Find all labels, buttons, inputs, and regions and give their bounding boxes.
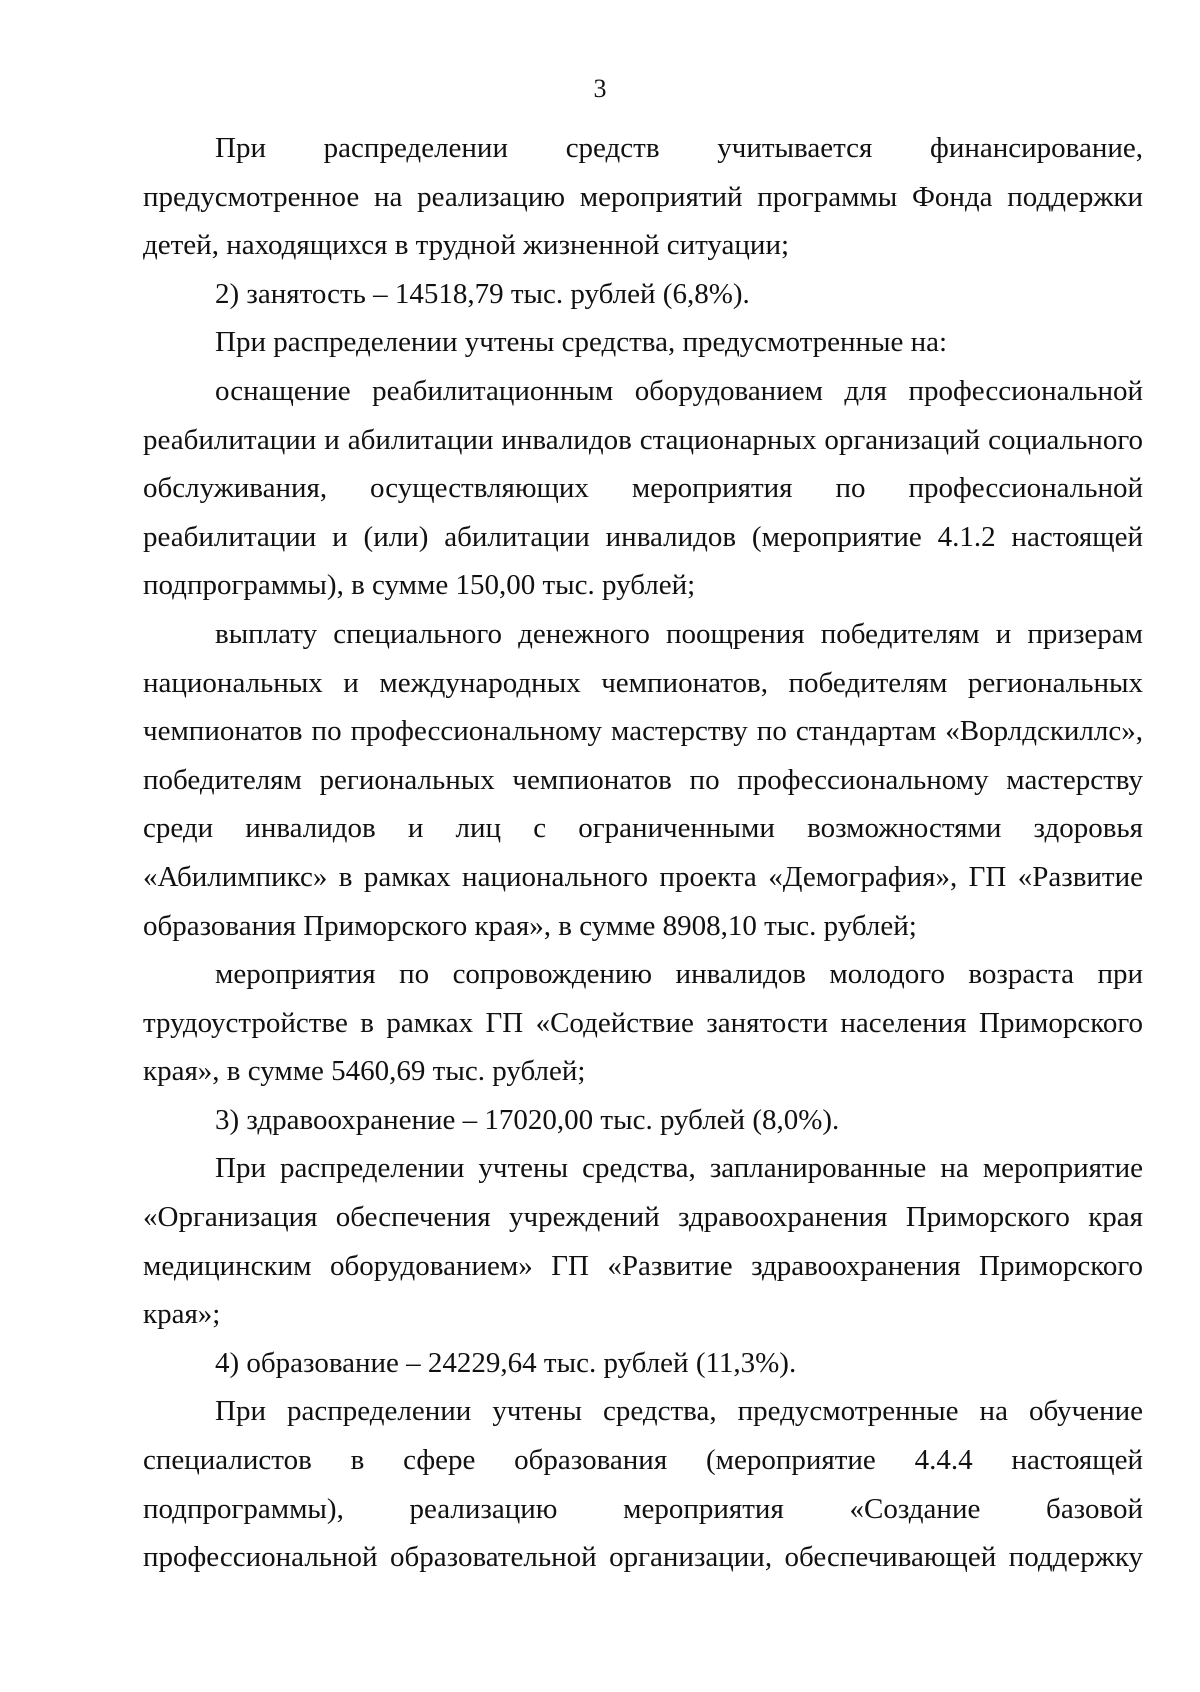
paragraph-funding-note: При распределении средств учитывается финансирование, предусмотренное на реализацию мероприятий программы Фонда поддержки детей, находящихся в трудной жизненной ситуации; <box>143 132 1143 262</box>
paragraph-rehab-equipment: оснащение реабилитационным оборудованием для профессиональной реабилитации и абилитации инвалидов стационарных организаций социального обслуживания, осуществляющих мероприятия по профессиональной реабилитации и (или) абилитации инвалидов (мероприятие 4.1.2 настоящей подпрограммы), в сумме 150,00 тыс. рублей; <box>143 374 1143 602</box>
document-body <box>143 124 1143 1582</box>
paragraph-healthcare-total: 3) здравоохранение – 17020,00 тыс. рублей (8,0%). <box>215 1103 840 1136</box>
paragraph-education-details: При распределении учтены средства, предусмотренные на обучение специалистов в сфере образования (мероприятие 4.4.4 настоящей подпрограммы), реализацию мероприятия «Создание базовой профессиональной образовательной организации, обеспечивающей поддержку <box>143 1395 1143 1574</box>
paragraph-employment-intro: При распределении учтены средства, предусмотренные на: <box>215 326 948 359</box>
paragraph-employment-total: 2) занятость – 14518,79 тыс. рублей (6,8%). <box>215 277 750 310</box>
page-number: 3 <box>593 74 607 103</box>
paragraph-healthcare-details: При распределении учтены средства, запланированные на мероприятие «Организация обеспечения учреждений здравоохранения Приморского края медицинским оборудованием» ГП «Развитие здравоохранения Приморского края»; <box>143 1152 1143 1331</box>
paragraph-championship-awards: выплату специального денежного поощрения победителям и призерам национальных и международных чемпионатов, победителям региональных чемпионатов по профессиональному мастерству по стандартам «Ворлдскиллс», победителям региональных чемпионатов по профессиональному мастерству среди инвалидов и лиц с ограниченными возможностями здоровья «Абилимпикс» в рамках национального проекта «Демография», ГП «Развитие образования Приморского края», в сумме 8908,10 тыс. рублей; <box>143 617 1143 942</box>
paragraph-education-total: 4) образование – 24229,64 тыс. рублей (11,3%). <box>215 1346 797 1379</box>
paragraph-youth-employment: мероприятия по сопровождению инвалидов молодого возраста при трудоустройстве в рамках ГП «Содействие занятости населения Приморского края», в сумме 5460,69 тыс. рублей; <box>143 958 1143 1088</box>
